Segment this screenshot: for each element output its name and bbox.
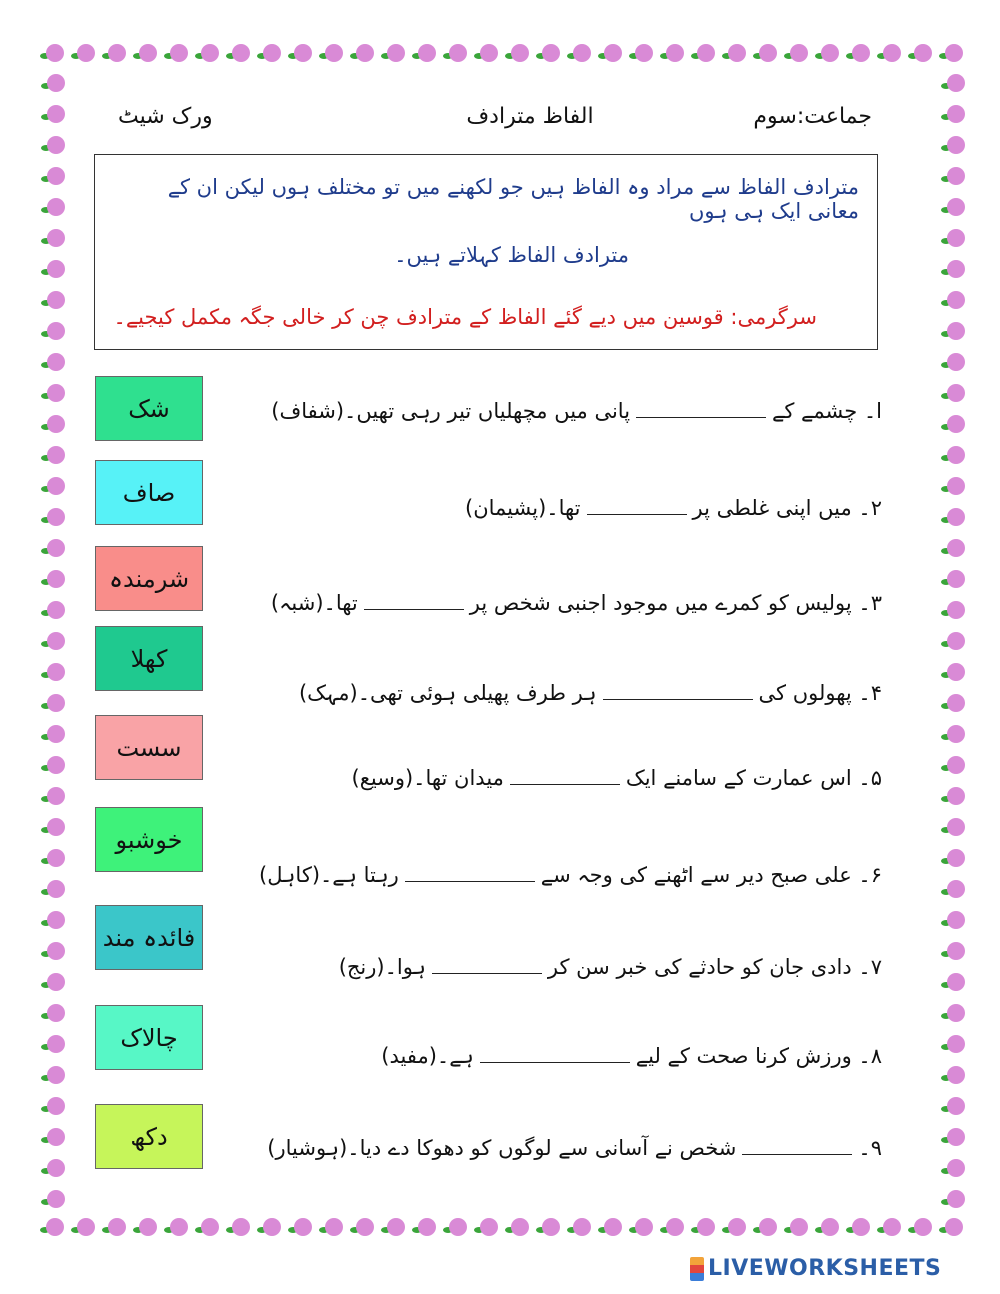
- flower-icon: [77, 44, 95, 62]
- class-label: جماعت:سوم: [753, 104, 872, 129]
- flower-icon: [47, 415, 65, 433]
- flower-icon: [947, 415, 965, 433]
- flower-icon: [821, 44, 839, 62]
- flower-icon: [821, 1218, 839, 1236]
- flower-icon: [47, 787, 65, 805]
- answer-blank[interactable]: [587, 495, 687, 515]
- question-text-before: ۳۔ پولیس کو کمرے میں موجود اجنبی شخص پر: [469, 590, 882, 615]
- flower-icon: [947, 539, 965, 557]
- flower-icon: [418, 44, 436, 62]
- flower-icon: [947, 322, 965, 340]
- question-row: [465, 495, 882, 520]
- flower-icon: [47, 260, 65, 278]
- answer-blank[interactable]: [742, 1135, 852, 1155]
- flower-icon: [201, 44, 219, 62]
- liveworksheets-logo: [690, 1256, 941, 1281]
- word-bank-item[interactable]: صاف: [95, 460, 203, 525]
- flower-icon: [697, 1218, 715, 1236]
- flower-icon: [790, 1218, 808, 1236]
- flower-icon: [947, 353, 965, 371]
- flower-icon: [635, 1218, 653, 1236]
- flower-icon: [914, 44, 932, 62]
- flower-icon: [947, 74, 965, 92]
- flower-icon: [47, 105, 65, 123]
- flower-icon: [325, 1218, 343, 1236]
- flower-icon: [47, 229, 65, 247]
- flower-icon: [47, 663, 65, 681]
- flower-icon: [47, 1190, 65, 1208]
- flower-icon: [356, 44, 374, 62]
- flower-icon: [947, 601, 965, 619]
- flower-icon: [139, 44, 157, 62]
- flower-icon: [947, 1035, 965, 1053]
- word-bank-item[interactable]: خوشبو: [95, 807, 203, 872]
- flower-icon: [511, 44, 529, 62]
- flower-icon: [325, 44, 343, 62]
- flower-icon: [47, 1159, 65, 1177]
- flower-icon: [47, 384, 65, 402]
- word-bank-item[interactable]: شرمندہ: [95, 546, 203, 611]
- flower-icon: [47, 136, 65, 154]
- flower-icon: [47, 1128, 65, 1146]
- flower-icon: [947, 136, 965, 154]
- question-text-before: ا۔ چشمے کے: [772, 398, 882, 423]
- flower-icon: [947, 260, 965, 278]
- question-row: [339, 954, 882, 979]
- flower-icon: [47, 167, 65, 185]
- flower-icon: [47, 694, 65, 712]
- flower-icon: [947, 880, 965, 898]
- flower-icon: [47, 1004, 65, 1022]
- flower-icon: [635, 44, 653, 62]
- question-text-after: ہر طرف پھیلی ہوئی تھی۔(مہک): [298, 680, 597, 705]
- flower-icon: [294, 1218, 312, 1236]
- flower-icon: [47, 849, 65, 867]
- flower-icon: [947, 663, 965, 681]
- flower-icon: [232, 44, 250, 62]
- flower-icon: [47, 570, 65, 588]
- flower-icon: [790, 44, 808, 62]
- flower-icon: [47, 291, 65, 309]
- flower-icon: [947, 632, 965, 650]
- flower-icon: [947, 787, 965, 805]
- flower-icon: [573, 44, 591, 62]
- flower-icon: [947, 818, 965, 836]
- answer-blank[interactable]: [480, 1043, 630, 1063]
- flower-icon: [947, 508, 965, 526]
- answer-blank[interactable]: [405, 862, 535, 882]
- flower-icon: [47, 353, 65, 371]
- flower-icon: [47, 725, 65, 743]
- flower-icon: [542, 1218, 560, 1236]
- flower-icon: [47, 1066, 65, 1084]
- flower-icon: [449, 1218, 467, 1236]
- flower-icon: [947, 229, 965, 247]
- flower-icon: [232, 1218, 250, 1236]
- question-text-before: ۲۔ میں اپنی غلطی پر: [692, 495, 882, 520]
- flower-icon: [263, 1218, 281, 1236]
- flower-icon: [387, 44, 405, 62]
- word-bank-item[interactable]: چالاک: [95, 1005, 203, 1070]
- word-bank-item[interactable]: دکھ: [95, 1104, 203, 1169]
- flower-icon: [77, 1218, 95, 1236]
- flower-icon: [573, 1218, 591, 1236]
- question-row: [271, 398, 882, 423]
- flower-icon: [542, 44, 560, 62]
- question-text-after: شخص نے آسانی سے لوگوں کو دھوکا دے دیا۔(ہوشیار): [267, 1135, 737, 1160]
- question-text-before: ۶۔ علی صبح دیر سے اٹھنے کی وجہ سے: [540, 862, 882, 887]
- flower-icon: [47, 911, 65, 929]
- word-bank-item[interactable]: کھلا: [95, 626, 203, 691]
- answer-blank[interactable]: [364, 590, 464, 610]
- flower-icon: [947, 167, 965, 185]
- question-text-before: ۵۔ اس عمارت کے سامنے ایک: [625, 765, 882, 790]
- flower-icon: [449, 44, 467, 62]
- floral-border-bottom: [38, 1212, 968, 1242]
- question-text-after: رہتا ہے۔(کاہل): [259, 862, 399, 887]
- question-text-after: تھا۔(پشیمان): [465, 495, 581, 520]
- floral-border-top: [38, 38, 968, 68]
- question-text-before: ۴۔ پھولوں کی: [758, 680, 882, 705]
- question-text-after: میدان تھا۔(وسیع): [351, 765, 504, 790]
- flower-icon: [47, 942, 65, 960]
- flower-icon: [914, 1218, 932, 1236]
- floral-border-right: [938, 38, 968, 1238]
- flower-icon: [47, 477, 65, 495]
- flower-icon: [47, 601, 65, 619]
- flower-icon: [947, 477, 965, 495]
- question-row: [299, 680, 882, 705]
- flower-icon: [511, 1218, 529, 1236]
- flower-icon: [947, 1190, 965, 1208]
- flower-icon: [47, 508, 65, 526]
- flower-icon: [294, 44, 312, 62]
- flower-icon: [759, 44, 777, 62]
- flower-icon: [356, 1218, 374, 1236]
- page-title: الفاظ مترادف: [466, 104, 594, 129]
- definition-box: [94, 154, 878, 350]
- flower-icon: [47, 322, 65, 340]
- flower-icon: [47, 973, 65, 991]
- flower-icon: [666, 1218, 684, 1236]
- flower-icon: [108, 1218, 126, 1236]
- flower-icon: [883, 1218, 901, 1236]
- flower-icon: [47, 756, 65, 774]
- flower-icon: [947, 849, 965, 867]
- flower-icon: [387, 1218, 405, 1236]
- flower-icon: [170, 44, 188, 62]
- flower-icon: [170, 1218, 188, 1236]
- flower-icon: [852, 44, 870, 62]
- flower-icon: [480, 1218, 498, 1236]
- word-bank-item[interactable]: سست: [95, 715, 203, 780]
- definition-line-1: مترادف الفاظ سے مراد وہ الفاظ ہیں جو لکھنے میں تو مختلف ہوں لیکن ان کے معانی ایک ہی ہوں: [167, 175, 859, 223]
- flower-icon: [947, 1159, 965, 1177]
- flower-icon: [263, 44, 281, 62]
- flower-icon: [666, 44, 684, 62]
- question-row: [352, 765, 882, 790]
- flower-icon: [947, 1128, 965, 1146]
- flower-icon: [947, 384, 965, 402]
- answer-blank[interactable]: [510, 765, 620, 785]
- flower-icon: [47, 880, 65, 898]
- flower-icon: [480, 44, 498, 62]
- flower-icon: [47, 539, 65, 557]
- flower-icon: [47, 74, 65, 92]
- activity-instruction: سرگرمی: قوسین میں دیے گئے الفاظ کے مترادف چن کر خالی جگہ مکمل کیجیے۔: [113, 305, 817, 329]
- flower-icon: [947, 1066, 965, 1084]
- flower-icon: [947, 570, 965, 588]
- answer-blank[interactable]: [603, 680, 753, 700]
- question-text-before: ۹۔: [858, 1135, 882, 1160]
- question-text-after: پانی میں مچھلیاں تیر رہی تھیں۔(شفاف): [271, 398, 631, 423]
- flower-icon: [604, 44, 622, 62]
- flower-icon: [947, 1097, 965, 1115]
- flower-icon: [883, 44, 901, 62]
- flower-icon: [947, 756, 965, 774]
- flower-icon: [947, 291, 965, 309]
- flower-icon: [947, 105, 965, 123]
- flower-icon: [728, 44, 746, 62]
- flower-icon: [47, 198, 65, 216]
- question-row: [267, 1135, 882, 1160]
- flower-icon: [947, 1004, 965, 1022]
- flower-icon: [947, 911, 965, 929]
- question-row: [271, 590, 882, 615]
- flower-icon: [47, 818, 65, 836]
- flower-icon: [47, 632, 65, 650]
- flower-icon: [759, 1218, 777, 1236]
- question-text-after: ہے۔(مفید): [381, 1043, 474, 1068]
- logo-mark-icon: [690, 1257, 704, 1281]
- question-text-before: ۷۔ دادی جان کو حادثے کی خبر سن کر: [547, 954, 882, 979]
- flower-icon: [697, 44, 715, 62]
- flower-icon: [947, 973, 965, 991]
- question-row: [381, 1043, 882, 1068]
- flower-icon: [604, 1218, 622, 1236]
- question-text-before: ۸۔ ورزش کرنا صحت کے لیے: [635, 1043, 882, 1068]
- brand-name: LIVEWORKSHEETS: [708, 1256, 942, 1281]
- flower-icon: [728, 1218, 746, 1236]
- answer-blank[interactable]: [636, 398, 766, 418]
- question-row: [259, 862, 882, 887]
- flower-icon: [139, 1218, 157, 1236]
- flower-icon: [947, 446, 965, 464]
- worksheet-label: ورک شیٹ: [118, 104, 213, 129]
- flower-icon: [418, 1218, 436, 1236]
- floral-border-left: [38, 38, 68, 1238]
- flower-icon: [47, 1035, 65, 1053]
- flower-icon: [947, 942, 965, 960]
- flower-icon: [108, 44, 126, 62]
- flower-icon: [47, 1097, 65, 1115]
- flower-icon: [947, 725, 965, 743]
- question-text-after: تھا۔(شبہ): [270, 590, 358, 615]
- flower-icon: [201, 1218, 219, 1236]
- answer-blank[interactable]: [432, 954, 542, 974]
- definition-line-2: مترادف الفاظ کہلاتے ہیں۔: [394, 243, 629, 267]
- flower-icon: [947, 694, 965, 712]
- word-bank-item[interactable]: فائدہ مند: [95, 905, 203, 970]
- question-text-after: ہوا۔(رنج): [338, 954, 426, 979]
- flower-icon: [47, 446, 65, 464]
- word-bank-item[interactable]: شک: [95, 376, 203, 441]
- flower-icon: [947, 198, 965, 216]
- flower-icon: [852, 1218, 870, 1236]
